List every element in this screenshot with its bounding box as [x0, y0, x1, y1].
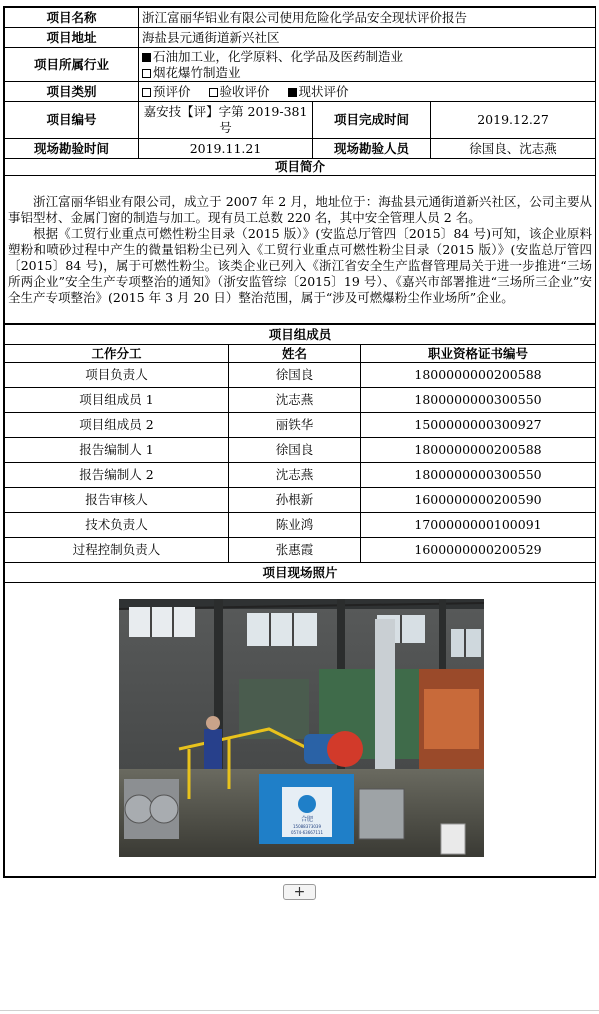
team-row — [5, 538, 596, 563]
team-role: 项目负责人 — [5, 363, 229, 388]
category-option-label: 验收评价 — [219, 83, 270, 99]
checked-box-icon — [142, 53, 151, 62]
team-row — [5, 413, 596, 438]
survey-staff-label: 现场勘验人员 — [313, 139, 431, 159]
team-title: 项目组成员 — [5, 325, 596, 345]
unchecked-box-icon — [142, 69, 151, 78]
intro-paragraph: 浙江富丽华铝业有限公司，成立于 2007 年 2 月，地址位于：海盐县元通街道新兴社区，公司主要从事铝型材、金属门窗的制造与加工。现有员工总数 220 名，其中安全管理人员 2 名。 — [8, 193, 593, 225]
project-category-label: 项目类别 — [5, 82, 139, 102]
project-number-value: 嘉安技【评】字第 2019-381 号 — [139, 102, 313, 139]
team-certificate-number: 1600000000200529 — [361, 538, 596, 563]
cabinet-sign-tel: 0574-63667111 — [291, 830, 323, 835]
survey-staff-value: 徐国良、沈志燕 — [431, 139, 596, 159]
team-member-name: 张惠霞 — [229, 538, 361, 563]
team-role: 报告编制人 1 — [5, 438, 229, 463]
team-member-name: 徐国良 — [229, 438, 361, 463]
industry-option-fireworks[interactable] — [142, 65, 592, 81]
completion-time-value: 2019.12.27 — [431, 102, 596, 139]
team-certificate-number: 1700000000100091 — [361, 513, 596, 538]
team-certificate-number: 1800000000200588 — [361, 363, 596, 388]
category-option-label: 预评价 — [153, 83, 191, 99]
team-role: 项目组成员 2 — [5, 413, 229, 438]
intro-body — [5, 176, 596, 324]
team-member-name: 沈志燕 — [229, 463, 361, 488]
photo-title: 项目现场照片 — [5, 563, 596, 583]
team-row — [5, 488, 596, 513]
team-row — [5, 463, 596, 488]
team-column-header: 姓名 — [229, 345, 361, 363]
industry-options — [139, 48, 596, 82]
team-column-header: 职业资格证书编号 — [361, 345, 596, 363]
team-certificate-number: 1800000000200588 — [361, 438, 596, 463]
project-address-value: 海盐县元通街道新兴社区 — [139, 28, 596, 48]
category-options — [139, 82, 596, 102]
cabinet-sign-phone: 15088373039 — [293, 824, 321, 829]
survey-time-value: 2019.11.21 — [139, 139, 313, 159]
project-info-table — [4, 7, 596, 324]
team-row — [5, 438, 596, 463]
team-certificate-number: 1600000000200590 — [361, 488, 596, 513]
team-member-name: 徐国良 — [229, 363, 361, 388]
team-certificate-number: 1800000000300550 — [361, 388, 596, 413]
add-button[interactable]: + — [283, 884, 316, 900]
category-option-pre[interactable] — [142, 84, 191, 99]
category-option-acceptance[interactable] — [209, 84, 270, 99]
team-row — [5, 513, 596, 538]
project-name-label: 项目名称 — [5, 8, 139, 28]
industry-option-chemical[interactable] — [142, 49, 592, 65]
industry-option-label: 烟花爆竹制造业 — [153, 64, 241, 80]
project-address-label: 项目地址 — [5, 28, 139, 48]
team-role: 过程控制负责人 — [5, 538, 229, 563]
team-table — [4, 324, 596, 877]
project-name-value: 浙江富丽华铝业有限公司使用危险化学品安全现状评价报告 — [139, 8, 596, 28]
checked-box-icon — [288, 88, 297, 97]
team-column-header: 工作分工 — [5, 345, 229, 363]
intro-title: 项目简介 — [5, 159, 596, 176]
industry-option-label: 石油加工业，化学原料、化学品及医药制造业 — [153, 48, 404, 64]
team-role: 报告编制人 2 — [5, 463, 229, 488]
photo-cell — [5, 583, 596, 877]
team-member-name: 沈志燕 — [229, 388, 361, 413]
team-role: 项目组成员 1 — [5, 388, 229, 413]
unchecked-box-icon — [142, 88, 151, 97]
project-number-label: 项目编号 — [5, 102, 139, 139]
team-row — [5, 363, 596, 388]
team-certificate-number: 1800000000300550 — [361, 463, 596, 488]
intro-paragraph: 根据《工贸行业重点可燃性粉尘目录（2015 版）》(安监总厅管四〔2015〕84 号)可知，该企业原料塑粉和喷砂过程中产生的微量铝粉尘已列入《工贸行业重点可燃性粉尘目录（2015 版）》(安监总厅管四〔2015〕84 号)，属于可燃性粉尘。该类企业已列入《浙江省安全生产监督管理局关于进一步推进“三场所两企业”安全生产专项整治的通知》（浙安监管综〔2015〕19 号）、《嘉兴市部署推进“三场所三企业”安全生产专项整治》(2015 年 3 月 20 日）整治范围，属于“涉及可燃爆粉尘作业场所”企业。 — [8, 225, 593, 305]
team-member-name: 丽铁华 — [229, 413, 361, 438]
survey-time-label: 现场勘验时间 — [5, 139, 139, 159]
unchecked-box-icon — [209, 88, 218, 97]
photo-frame — [5, 583, 595, 876]
cabinet-sign-text: 合肥 — [300, 816, 314, 823]
report-sheet — [3, 6, 596, 878]
category-option-status[interactable] — [288, 84, 349, 99]
team-certificate-number: 1500000000300927 — [361, 413, 596, 438]
bottom-divider — [0, 1010, 599, 1011]
project-industry-label: 项目所属行业 — [5, 48, 139, 82]
completion-time-label: 项目完成时间 — [313, 102, 431, 139]
team-member-name: 孙根新 — [229, 488, 361, 513]
category-option-label: 现状评价 — [298, 83, 349, 99]
team-role: 技术负责人 — [5, 513, 229, 538]
team-role: 报告审核人 — [5, 488, 229, 513]
team-member-name: 陈业鸿 — [229, 513, 361, 538]
site-photo — [119, 599, 484, 857]
team-row — [5, 388, 596, 413]
